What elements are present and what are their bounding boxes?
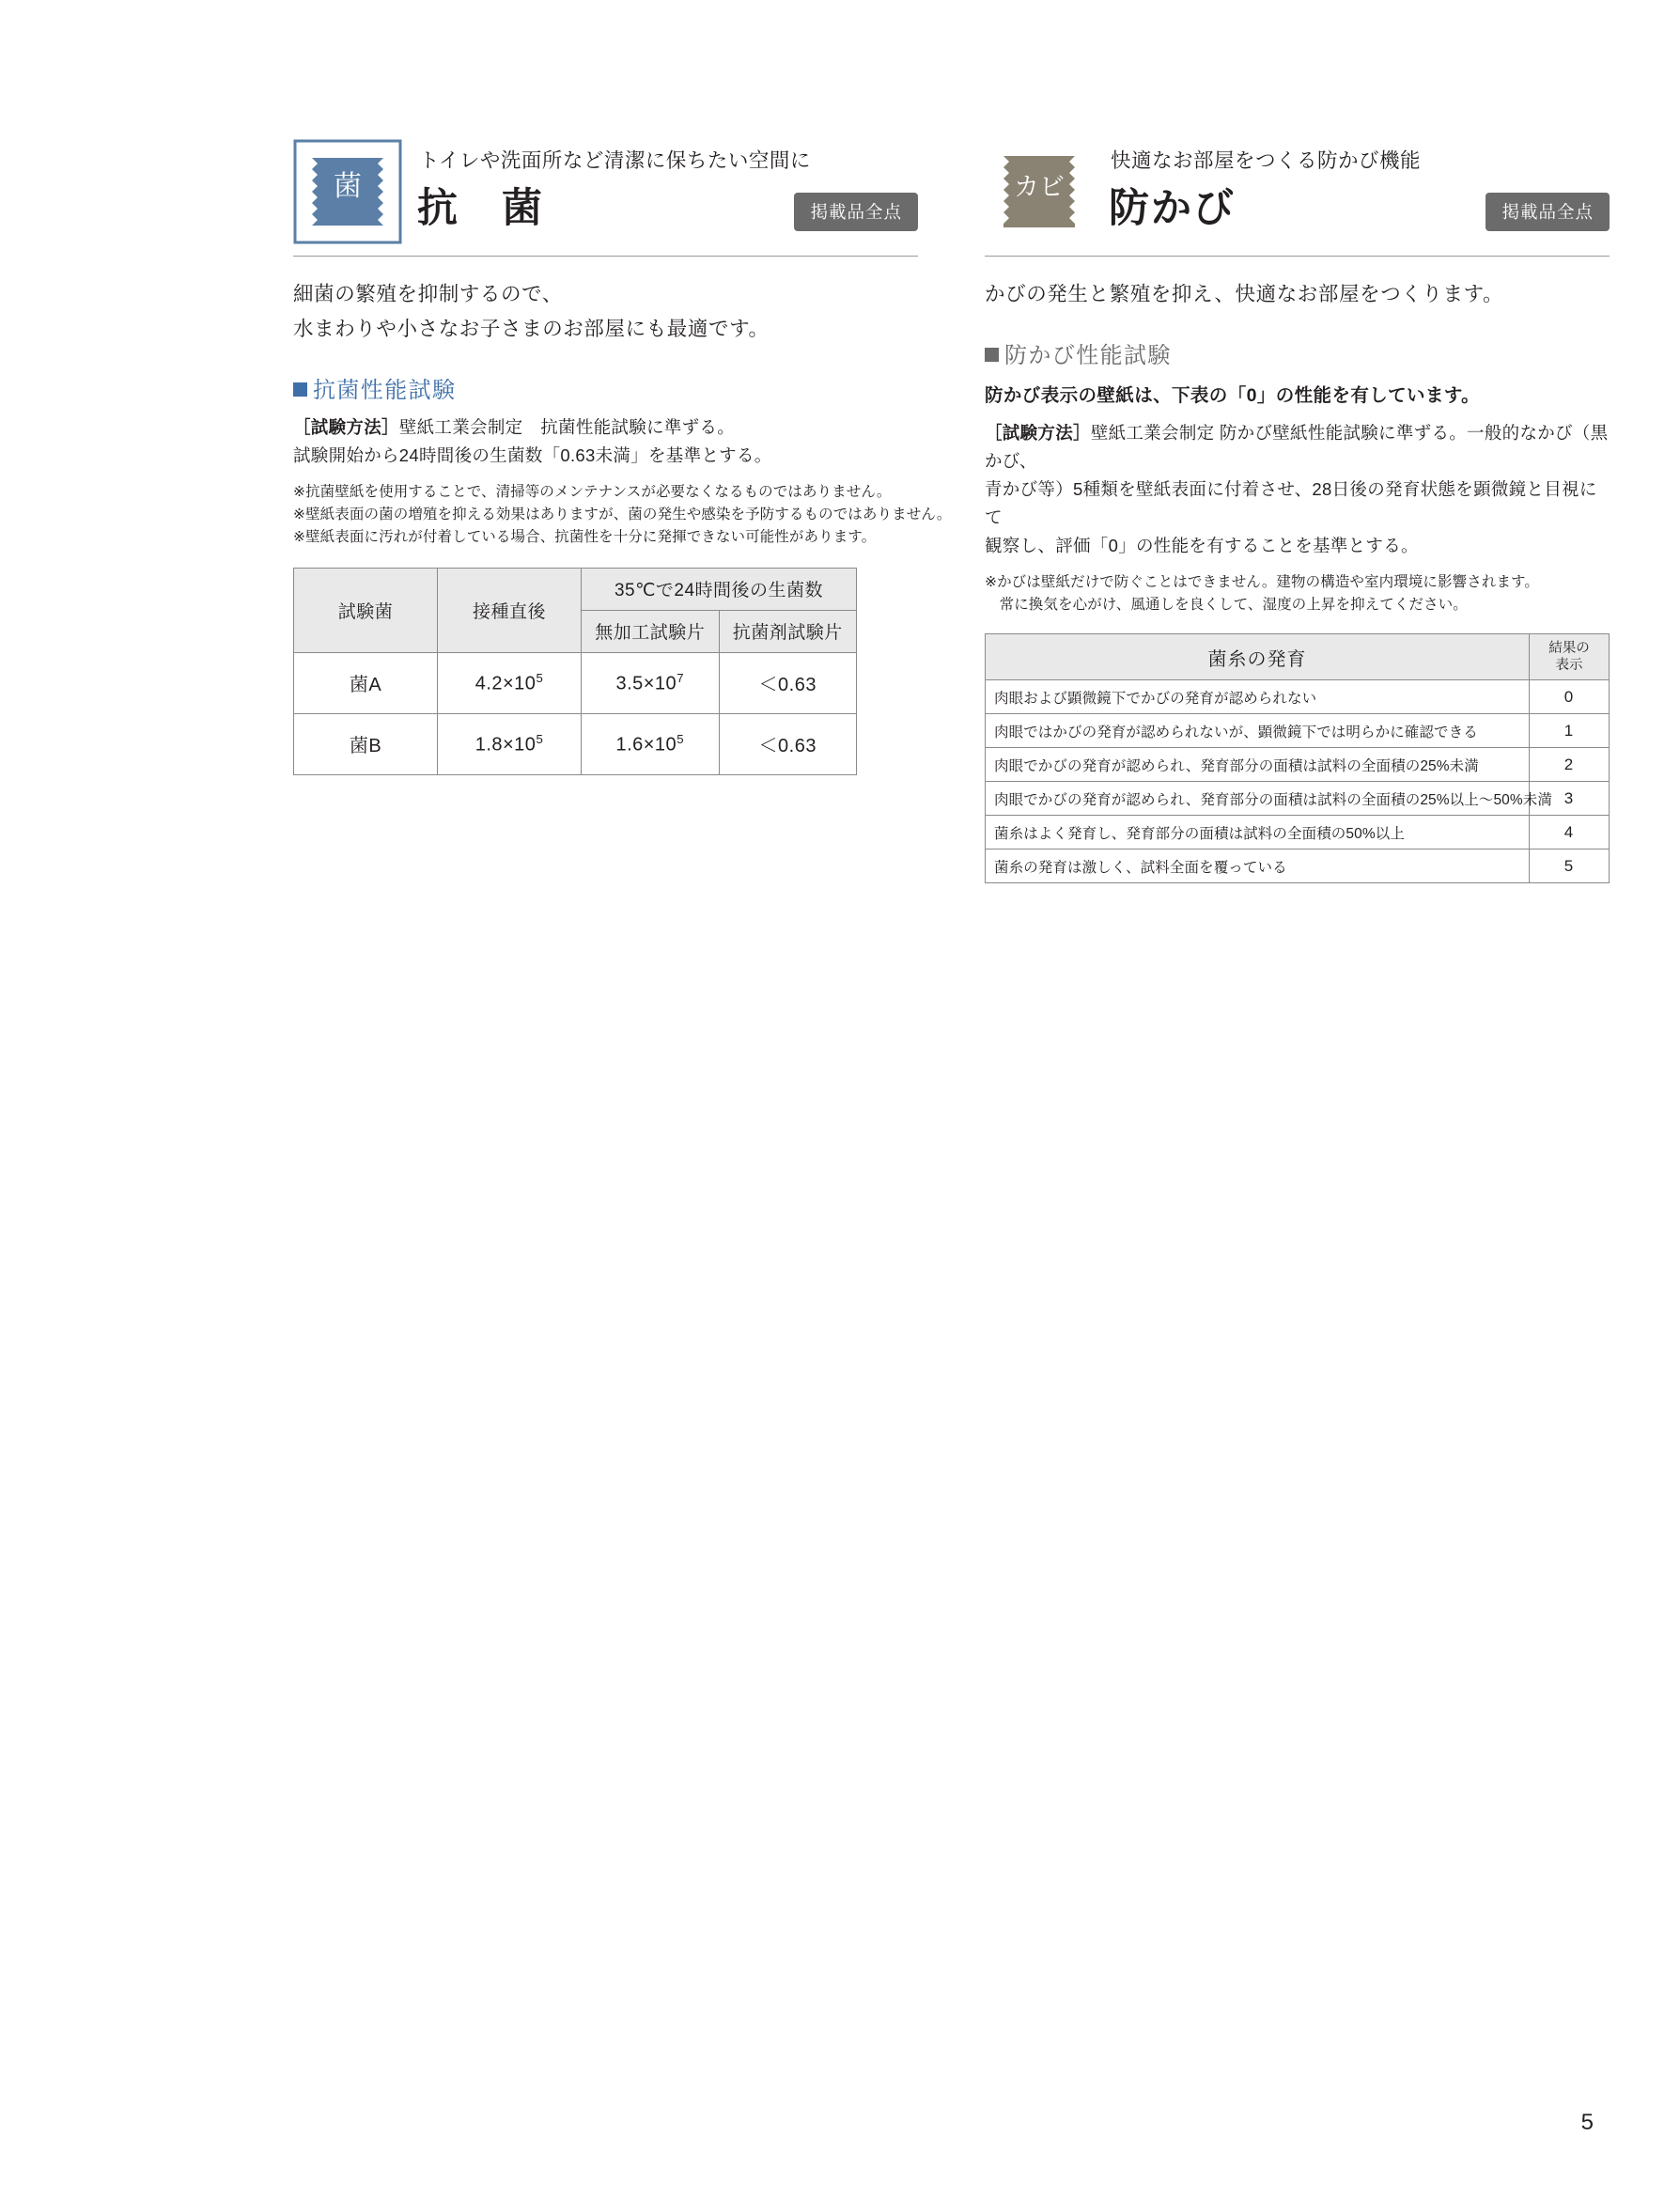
cell-growth-value: 2 <box>1530 748 1610 782</box>
cell-growth-value: 3 <box>1530 782 1610 816</box>
square-bullet-icon <box>293 382 307 397</box>
th-after-24h: 35℃で24時間後の生菌数 <box>582 568 857 610</box>
antibacterial-test-heading-label: 抗菌性能試験 <box>313 377 457 403</box>
antibacterial-lead-line-2: 水まわりや小さなお子さまのお部屋にも最適です。 <box>293 317 770 340</box>
antimold-title: 防かび <box>1109 186 1236 231</box>
antimold-note-1: ※かびは壁紙だけで防ぐことはできません。建物の構造や室内環境に影響されます。 <box>985 574 1539 591</box>
antibacterial-badge-icon <box>293 139 402 244</box>
antibacterial-pill-badge: 掲載品全点 <box>794 193 918 231</box>
cell-growth-value: 5 <box>1530 850 1610 883</box>
antimold-badge-icon <box>985 139 1094 244</box>
antibacterial-title: 抗 菌 <box>417 186 544 231</box>
antibacterial-lead-line-1: 細菌の繁殖を抑制するので、 <box>293 283 563 305</box>
antimold-pill-badge: 掲載品全点 <box>1486 193 1610 231</box>
antimold-method-line-2: 青かび等）5種類を壁紙表面に付着させ、28日後の発育状態を顕微鏡と目視にて <box>985 479 1597 528</box>
cell-untreated: $1.6\times 10^5$ <box>582 713 720 774</box>
antimold-method-line-1: 壁紙工業会制定 防かび壁紙性能試験に準ずる。一般的なかび（黒かび、 <box>985 423 1609 472</box>
cell-untreated: $3.5\times 10^7$ <box>582 652 720 713</box>
antimold-subtitle: 快適なお部屋をつくる防かび機能 <box>1111 149 1422 172</box>
antimold-header <box>985 139 1610 250</box>
antimold-rating-table <box>985 633 1610 883</box>
cell-growth-desc: 菌糸の発育は激しく、試料全面を覆っている <box>986 850 1530 883</box>
cell-growth-desc: 肉眼でかびの発育が認められ、発育部分の面積は試料の全面積の25%未満 <box>986 748 1530 782</box>
antibacterial-method-label: ［試験方法］ <box>293 416 399 437</box>
cell-treated: ＜0.63 <box>719 652 857 713</box>
antimold-strong-line: 防かび表示の壁紙は、下表の「0」の性能を有しています。 <box>985 384 1481 406</box>
antibacterial-badge-text: 菌 <box>334 170 362 202</box>
cell-growth-value: 1 <box>1530 714 1610 748</box>
table-row <box>986 850 1610 883</box>
cell-growth-value: 0 <box>1530 680 1610 714</box>
antimold-notes <box>985 571 1610 616</box>
page-number: 5 <box>1580 2110 1594 2135</box>
antibacterial-notes <box>293 481 952 549</box>
antimold-method-label: ［試験方法］ <box>985 423 1091 444</box>
antibacterial-method <box>293 413 918 470</box>
antimold-badge-text: カビ <box>1014 173 1065 202</box>
divider-left <box>293 256 918 257</box>
antibacterial-note-3: ※壁紙表面に汚れが付着している場合、抗菌性を十分に発揮できない可能性があります。 <box>293 528 877 545</box>
table-row <box>986 816 1610 850</box>
cell-growth-desc: 菌糸はよく発育し、発育部分の面積は試料の全面積の50%以上 <box>986 816 1530 850</box>
cell-growth-desc: 肉眼および顕微鏡下でかびの発育が認められない <box>986 680 1530 714</box>
table-row <box>986 714 1610 748</box>
cell-growth-desc: 肉眼ではかびの発育が認められないが、顕微鏡下では明らかに確認できる <box>986 714 1530 748</box>
antimold-test-heading <box>985 336 1610 369</box>
table-row <box>986 680 1610 714</box>
cell-treated: ＜0.63 <box>719 713 857 774</box>
antibacterial-results-table <box>293 568 857 775</box>
antimold-lead-line-1: かびの発生と繁殖を抑え、快適なお部屋をつくります。 <box>985 283 1504 305</box>
antibacterial-method-line-1: 壁紙工業会制定 抗菌性能試験に準ずる。 <box>398 416 736 437</box>
th-treated-specimen: 抗菌剤試験片 <box>719 610 857 652</box>
section-antibacterial <box>293 139 952 775</box>
antibacterial-note-2: ※壁紙表面の菌の増殖を抑える効果はありますが、菌の発生や感染を予防するものではありません。 <box>293 506 952 522</box>
antibacterial-header <box>293 139 918 250</box>
antimold-method <box>985 419 1610 560</box>
cell-bacteria-name: 菌A <box>294 652 438 713</box>
antibacterial-note-1: ※抗菌壁紙を使用することで、清掃等のメンテナンスが必要なくなるものではありません。 <box>293 483 892 500</box>
antimold-note-2: 常に換気を心がけ、風通しを良くして、湿度の上昇を抑えてください。 <box>985 597 1468 614</box>
cell-growth-value: 4 <box>1530 816 1610 850</box>
antibacterial-subtitle: トイレや洗面所など清潔に保ちたい空間に <box>419 149 811 172</box>
antimold-lead <box>985 277 1610 312</box>
th-initial-count: 接種直後 <box>438 568 582 652</box>
th-hyphae-growth: 菌糸の発育 <box>986 634 1530 680</box>
table-row <box>986 748 1610 782</box>
table-row <box>294 652 857 713</box>
square-bullet-icon <box>985 348 999 362</box>
th-untreated-specimen: 無加工試験片 <box>582 610 720 652</box>
divider-right <box>985 256 1610 257</box>
section-antimold <box>985 139 1610 883</box>
cell-initial-count: $1.8\times 10^5$ <box>438 713 582 774</box>
antimold-method-line-3: 観察し、評価「0」の性能を有することを基準とする。 <box>985 536 1419 556</box>
cell-initial-count: $4.2\times 10^5$ <box>438 652 582 713</box>
cell-growth-desc: 肉眼でかびの発育が認められ、発育部分の面積は試料の全面積の25%以上～50%未満 <box>986 782 1530 816</box>
antimold-test-heading-label: 防かび性能試験 <box>1004 342 1172 368</box>
antibacterial-test-heading <box>293 371 918 404</box>
table-row <box>986 782 1610 816</box>
table-row <box>294 713 857 774</box>
antibacterial-method-line-2: 試験開始から24時間後の生菌数「0.63未満」を基準とする。 <box>293 444 772 465</box>
th-result-display: 結果の 表示 <box>1530 634 1610 680</box>
th-test-bacteria: 試験菌 <box>294 568 438 652</box>
cell-bacteria-name: 菌B <box>294 713 438 774</box>
antibacterial-lead <box>293 277 918 347</box>
